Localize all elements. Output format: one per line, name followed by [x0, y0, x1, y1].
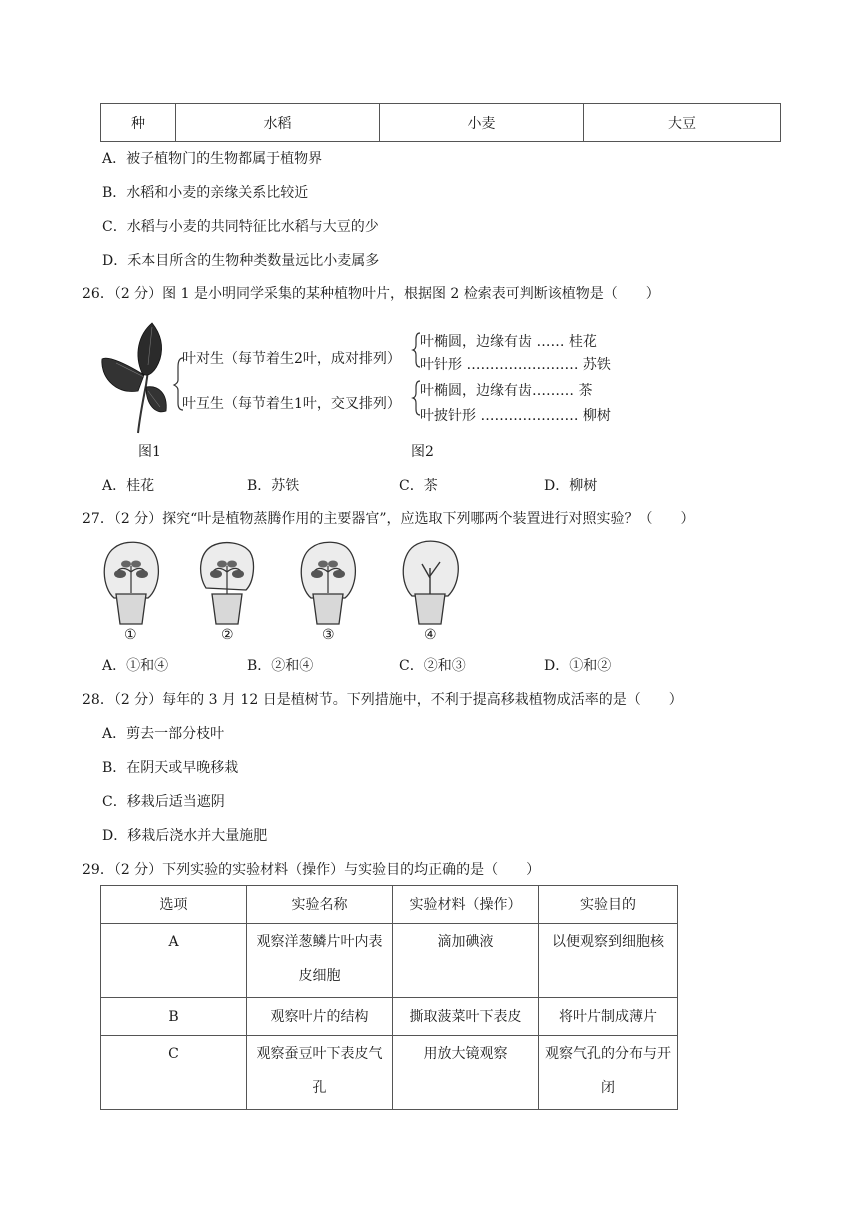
row-purpose: 以便观察到细胞核 [539, 924, 678, 998]
q26-option-b: B．苏铁 [247, 478, 300, 494]
row-option: B [101, 998, 247, 1036]
apparatus-2-label: ② [221, 627, 234, 643]
key-branch-opposite: 叶对生（每节着生2叶，成对排列） [182, 351, 401, 367]
row-material: 滴加碘液 [393, 924, 539, 998]
row-option: A [101, 924, 247, 998]
q27-option-a: A．①和④ [102, 658, 169, 674]
header-experiment-name: 实验名称 [247, 886, 393, 924]
q25-option-d: D．禾本目所含的生物种类数量远比小麦属多 [102, 253, 380, 269]
q25-option-a: A．被子植物门的生物都属于植物界 [102, 151, 323, 167]
row-experiment-name: 观察叶片的结构 [247, 998, 393, 1036]
classification-table [100, 103, 781, 142]
q26-option-c: C．茶 [399, 478, 438, 494]
apparatus-3-plant-bag [297, 538, 359, 628]
q26-option-a: A．桂花 [102, 478, 155, 494]
q27-option-b: B．②和④ [247, 658, 314, 674]
cell-soybean: 大豆 [584, 104, 781, 142]
q25-option-c: C．水稻与小麦的共同特征比水稻与大豆的少 [102, 219, 379, 235]
q27-option-d: D．①和② [544, 658, 612, 674]
key-leaf-2: 叶针形 …………………… 苏铁 [420, 357, 611, 373]
q28-option-d: D．移栽后浇水并大量施肥 [102, 828, 268, 844]
leaf-branch-figure [98, 315, 178, 435]
key-leaf-3: 叶椭圆，边缘有齿……… 茶 [420, 383, 593, 399]
key-brackets [170, 325, 430, 425]
apparatus-1-plant-bag [100, 538, 162, 628]
q28-option-c: C．移栽后适当遮阴 [102, 794, 225, 810]
header-material: 实验材料（操作） [393, 886, 539, 924]
q26-stem: 26．（2 分）图 1 是小明同学采集的某种植物叶片，根据图 2 检索表可判断该植物是（ ） [82, 286, 660, 302]
cell-wheat: 小麦 [380, 104, 584, 142]
apparatus-3-label: ③ [322, 627, 335, 643]
q28-stem: 28．（2 分）每年的 3 月 12 日是植树节。下列措施中，不利于提高移栽植物成活率的是（ ） [82, 692, 683, 708]
apparatus-4-label: ④ [424, 627, 437, 643]
q28-option-b: B．在阴天或早晚移栽 [102, 760, 239, 776]
header-option: 选项 [101, 886, 247, 924]
row-purpose: 观察气孔的分布与开 闭 [539, 1036, 678, 1110]
key-leaf-4: 叶披针形 ………………… 柳树 [420, 408, 611, 424]
apparatus-1-label: ① [124, 627, 137, 643]
figure-2-caption: 图2 [411, 444, 434, 460]
table-row [101, 998, 678, 1036]
row-experiment-name: 观察蚕豆叶下表皮气 孔 [247, 1036, 393, 1110]
q27-stem: 27．（2 分）探究“叶是植物蒸腾作用的主要器官”，应选取下列哪两个装置进行对照实验？（ ） [82, 511, 695, 527]
q25-option-b: B．水稻和小麦的亲缘关系比较近 [102, 185, 309, 201]
apparatus-4-stem-bag [398, 538, 462, 628]
q28-option-a: A．剪去一部分枝叶 [102, 726, 225, 742]
experiment-table [100, 885, 678, 1110]
table-row [101, 924, 678, 998]
figure-1-caption: 图1 [138, 444, 161, 460]
row-option: C [101, 1036, 247, 1110]
row-label-species: 种 [101, 104, 176, 142]
q26-option-d: D．柳树 [544, 478, 598, 494]
table-row [101, 1036, 678, 1110]
row-material: 撕取菠菜叶下表皮 [393, 998, 539, 1036]
row-material: 用放大镜观察 [393, 1036, 539, 1110]
header-purpose: 实验目的 [539, 886, 678, 924]
key-leaf-1: 叶椭圆，边缘有齿 …… 桂花 [420, 334, 597, 350]
row-experiment-name: 观察洋葱鳞片叶内表 皮细胞 [247, 924, 393, 998]
q27-option-c: C．②和③ [399, 658, 466, 674]
cell-rice: 水稻 [176, 104, 380, 142]
key-branch-alternate: 叶互生（每节着生1叶，交叉排列） [182, 396, 401, 412]
apparatus-2-plant-bag [196, 538, 258, 628]
row-purpose: 将叶片制成薄片 [539, 998, 678, 1036]
q29-stem: 29．（2 分）下列实验的实验材料（操作）与实验目的均正确的是（ ） [82, 862, 541, 878]
